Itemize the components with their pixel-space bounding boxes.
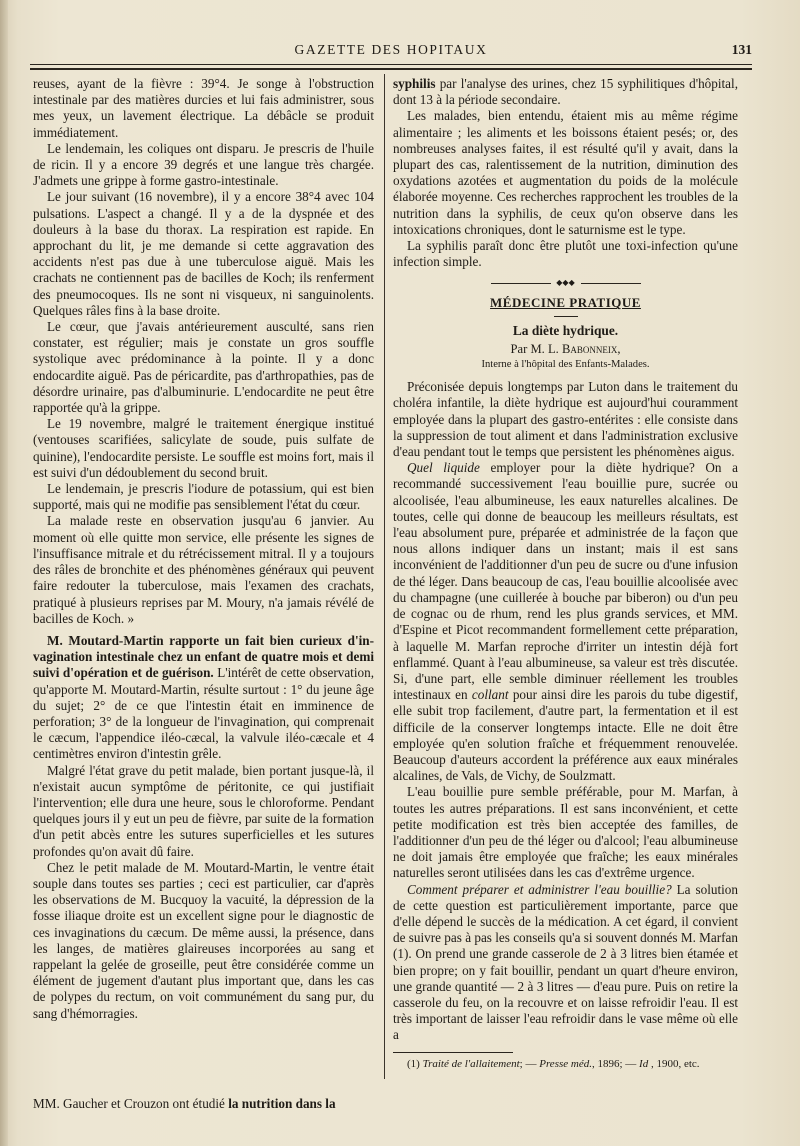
paragraph: La malade reste en observation jusqu'au 6 janvier. Au moment où elle quitte mon service, elle présente les signes de l'insuffisance mitrale et du rétrécissement mitral. Il y a toujours des râles de bronchite et des phénomènes généraux qui peuvent faire redouter la tuberculose, mais l'examen des crachats, pratiqué à plusieurs reprises par M. Moury, n'a jamais révélé de bacilles de Koch. »: [33, 513, 374, 626]
section-title: MÉDECINE PRATIQUE: [490, 295, 641, 311]
moutard-rest: L'intérêt de cette observation, qu'apporte M. Moutard-Martin, résulte surtout : 1° du jeune âge du sujet; 2° de ce que l'intestin était en imminence de perforation; 3° de la longueur de l'invagination, qui comprenait le cæcum, l'appendice iléo-cæcal, la valvule iléo-cæcale et 4 centimètres environ d'intestin grêle.: [33, 665, 374, 762]
gaucher-crouzon-note: [33, 1096, 374, 1112]
page-number: 131: [731, 42, 752, 57]
paragraph: Le lendemain, les coliques ont disparu. Je prescris de l'huile de ricin. Il y a encore 39 degrés et une langue très chargée. J'admets une grippe à forme gastro-intestinale.: [33, 140, 374, 189]
footnote-rule: [393, 1052, 513, 1053]
footnote-sep: ; —: [519, 1057, 540, 1070]
footnote-title: Traité de l'allaitement: [422, 1057, 520, 1070]
footnote-marker: (1): [407, 1057, 423, 1070]
text-run: employer pour la diète hydrique? On a recommandé successivement l'eau bouillie pure, sucrée ou alcoolisée, l'eau albumineuse, les eaux naturelles alcalines. De toutes, celle qui donne de beaucoup les meilleurs résultats, est l'eau absolument pure, préparée et administrée de la façon que nous allons indiquer dans un instant; mais il est sans inconvénient de l'additionner d'un peu de sucre ou d'une infusion de thé léger. Dans beaucoup de cas, l'eau bouillie alcoolisée avec du champagne (une cuillerée à bouche par biberon) ou d'un peu de cognac ou de rhum, rend les plus grands services, et MM. d'Espine et Picot recommandent formellement cette préparation, à laquelle M. Marfan reproche d'irriter un intestin déjà fort enflammé. Quant à l'eau albumineuse, sa valeur est très discutée. Si, d'une part, elle semble diminuer réellement les troubles intestinaux en: [393, 460, 738, 703]
paragraph: Le jour suivant (16 novembre), il y a encore 38°4 avec 104 pulsations. L'aspect a changé. Il y a de la dyspnée et des douleurs à la base du thorax. La respiration est rapide. En approchant du lit, je me demande si cette aggravation des accidents n'est pas due à une tuberculose aiguë. Mais les crachats ne contiennent pas de bacilles de Koch; ils renferment des pneumocoques. Ils ne sont ni visqueux, ni sanguinolents. Quelques râles fins à la base droite.: [33, 189, 374, 318]
author-affiliation: Interne à l'hôpital des Enfants-Malades.: [481, 359, 650, 371]
note-bold: la nutrition dans la: [228, 1096, 336, 1111]
journal-title: GAZETTE DES HOPITAUX: [294, 42, 488, 57]
italic-word: collant: [471, 687, 509, 703]
column-divider: [384, 74, 385, 1079]
italic-lead: Comment préparer et administrer l'eau bouillie?: [407, 881, 672, 897]
header-rule-thin: [30, 64, 752, 65]
footnote-end: , 1900, etc.: [648, 1057, 700, 1070]
text-run: pour ainsi dire les parois du tube digestif, elle subit trop facilement, d'autre part, la fermentation et il est difficile de la conserver longtemps intacte. Elle ne doit être employée qu'en solution fraîche et fréquemment renouvelée. Beaucoup d'auteurs accordent la préférence aux eaux minérales alcalines, de Vals, de Vichy, de Soulzmatt.: [393, 687, 738, 784]
note-start: MM. Gaucher et Crouzon ont étudié: [33, 1096, 229, 1111]
syphilis-p1-rest: par l'analyse des urines, chez 15 syphilitiques d'hôpital, dont 13 à la période secondaire.: [393, 76, 738, 108]
footnote-journal: Presse méd.: [539, 1057, 592, 1070]
paragraph: La syphilis paraît donc être plutôt une toxi-infection qu'une infection simple.: [393, 238, 738, 270]
italic-lead: Quel liquide: [407, 460, 480, 476]
byline: [393, 341, 738, 357]
paragraph: L'eau bouillie pure semble préférable, pour M. Marfan, à toutes les autres préparations. Il est sans inconvénient, et cette petite modification est très bien acceptée des familles, de l'additionner d'un peu de thé léger ou d'alcool; l'eau albumineuse ne doit jamais être employée que fraîche; les eaux minérales naturelles seront utilisées dans les cas d'extrême urgence.: [393, 784, 738, 881]
right-column: [393, 76, 738, 1071]
paragraph: Le lendemain, je prescris l'iodure de potassium, qui est bien supporté, mais qui ne modifie pas sensiblement l'état du cœur.: [33, 481, 374, 513]
left-column: [33, 76, 374, 1022]
syphilis-paragraph: [393, 76, 738, 108]
footnote: [393, 1058, 738, 1071]
paragraph: [393, 882, 738, 1044]
text-run: La solution de cette question est particulièrement importante, parce que d'elle dépend le succès de la médication. A cet égard, il convient de suivre pas à pas les conseils qu'a si souvent donnés M. Marfan (1). On prend une grande casserole de 2 à 3 litres bien étamée et bien propre; on y fait bouillir, pendant un quart d'heure environ, une grande quantité — 2 à 3 litres — d'eau pure. Puis on retire la casserole du feu, on la recouvre et on laisse refroidir l'eau. Il est très important de laisser l'eau refroidir dans le vase même où elle a: [393, 881, 738, 1043]
short-rule: [554, 316, 578, 317]
syphilis-lead: syphilis: [393, 76, 436, 91]
paragraph: Malgré l'état grave du petit malade, bien portant jusque-là, il n'existait aucun symptôme de péritonite, ce qui justifiait l'intervention; elle dura une heure, sous le chloroforme. Pendant quelques jours il y eut un peu de fièvre, par suite de la formation d'un petit abcès entre les sutures superficielles et les sutures profondes qu'on avait dû faire.: [33, 762, 374, 859]
footnote-sep: , 1896; —: [591, 1057, 640, 1070]
header-rule-thick: [30, 68, 752, 70]
ornament-icon: ◆◆◆: [551, 279, 581, 287]
author-name: Babonneix,: [561, 341, 621, 356]
paragraph: [393, 460, 738, 784]
footnote-id: Id: [639, 1057, 649, 1070]
article-title: La diète hydrique.: [512, 322, 619, 338]
paragraph: Les malades, bien entendu, étaient mis au même régime alimentaire ; les aliments et les boissons étaient pesés; or, des nombreuses analyses faites, il est résulté qu'il y avait, dans la plupart des cas, ralentissement de la nutrition, diminution des oxydations azotées et augmentation du poids de la molécule élaborée moyenne. Ces recherches rapprochent les troubles de la nutrition dans la syphilis, de ceux qu'on observe dans les intoxications chroniques, dont le saturnisme est le type.: [393, 108, 738, 237]
page-edge-shadow: [0, 0, 8, 1146]
moutard-intro-bold: M. Moutard-Martin rapporte un fait bien curieux d'in-vagination intestinale chez un enfant de quatre mois et demi suivi d'opération et de guérison.: [33, 632, 374, 681]
paragraph: Chez le petit malade de M. Moutard-Martin, le ventre était souple dans toutes ses parties ; ceci est particulier, car d'après les observations de M. Bucquoy la vacuité, la dépression de la fosse iliaque droite est un excellent signe pour le diagnostic de ces invaginations du cæcum. De même aussi, la présence, dans les langes, de matières glaireuses incorporées au sang et rappelant la gelée de groseille, peut être considérée comme un élément de jugement d'autant plus important que, dans les cas de polypes du rectum, on voit communément du sang pur, du sang d'hémorragies.: [33, 859, 374, 1021]
page-header: [30, 40, 752, 64]
paragraph: reuses, ayant de la fièvre : 39°4. Je songe à l'obstruction intestinale par des matières durcies et lui fais administrer, sous mes yeux, un lavement électrique. La débâcle se produit immédiatement.: [33, 76, 374, 140]
paragraph: Le cœur, que j'avais antérieurement ausculté, sans rien constater, est régulier; mais je constate un gros souffle systolique avec prédominance à la pointe. Il y a donc endocardite aiguë. Pas de péricardite, pas d'arthropathies, pas de désordre urinaire, pas d'albuminurie. L'endocardite ne peut être rapportée qu'à la grippe.: [33, 319, 374, 416]
section-separator: [491, 279, 641, 287]
paragraph: Le 19 novembre, malgré le traitement énergique institué (ventouses scarifiées, salicylate de soude, puis sulfate de quinine), l'endocardite persiste. Le souffle est moins fort, mais il est suivi d'un dédoublement du second bruit.: [33, 416, 374, 480]
paragraph: Préconisée depuis longtemps par Luton dans le traitement du choléra infantile, la diète hydrique est aujourd'hui couramment employée dans la plupart des gastro-entérites : elle consiste dans la suppression de tout aliment et dans l'administration exclusive d'eau pendant tout le temps que persistent les phénomènes aigus.: [393, 379, 738, 460]
moutard-paragraph: [33, 633, 374, 763]
byline-prefix: Par M. L.: [510, 341, 562, 356]
